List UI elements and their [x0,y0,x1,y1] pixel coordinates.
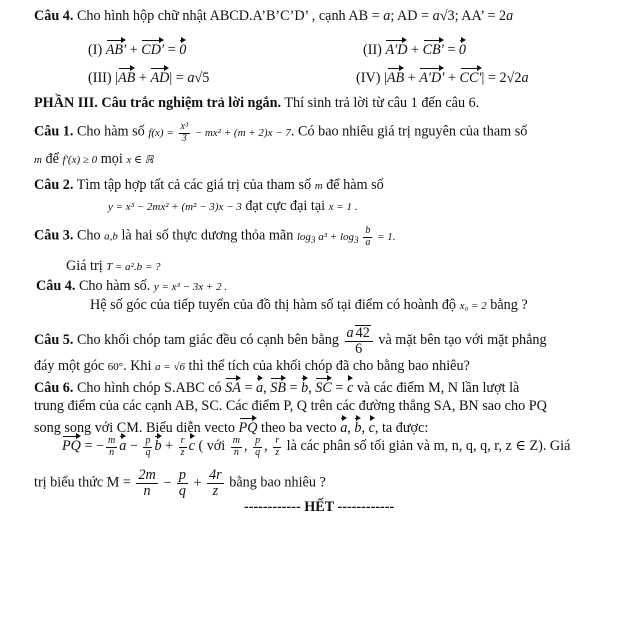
q2-condition: đạt cực đại tại [245,198,326,214]
q4-func-end: bằng ? [490,297,528,313]
q1-condition: f′(x) ≥ 0 [62,154,98,166]
q1-label: Câu 1. [34,123,74,140]
q4-func-line2 [90,297,528,315]
q5-line1 [34,325,547,357]
q3-equation: $\log_3 a^3 + \log_3$ $\frac{b}{a}$ = 1. [296,225,396,248]
q5-tail: và mặt bên tạo với mặt phẳng [378,332,547,349]
part3-heading [34,95,479,113]
q5-edge: $\frac{a 42}{6}$ [343,332,375,348]
q5-a-value: a = √6 [155,361,185,373]
q6-text-1: Cho hình chóp S.ABC có SA = a, SB = b, SC = c và các điểm M, N lần lượt là [76,380,520,396]
statement-2-num: (II) [363,42,382,58]
q6-condition: ( với $\frac{m}{n}$ , $\frac{p}{q}$ , $\frac{r}{z}$ là các phân số tối giản và m, n, q, q, r, z ∈ Z). Giá [198,435,571,458]
q2-label: Câu 2. [34,177,74,193]
q4-func-line1 [36,278,227,296]
q2-intro: Tìm tập hợp tất cả các giá trị của tham số [76,177,312,193]
q6-M-expression: $\frac{2m}{n}$ − $\frac{p}{q}$ + $\frac{4r}{z}$ [138,467,222,499]
q3-line2 [66,258,161,276]
q4-box-line [34,8,513,26]
q2-x1: x = 1 . [328,201,358,213]
q2-tail: để hàm số [326,177,384,193]
q1-line2 [34,151,154,169]
q2-line2 [108,198,357,216]
q3-T: T = a².b = ? [106,261,161,273]
q2-line1 [34,177,384,195]
end-mark: ------------ HẾT ------------ [244,499,395,515]
q1-function: f(x) = $\frac{\text{x³}}{3}$ − mx² + (m + 2)x − 7 [148,121,291,144]
q6-expression: PQ = − $\frac{m}{n}$ a − $\frac{p}{q}$ b + $\frac{r}{z}$ c [62,435,195,458]
q4-func-label: Câu 4. [36,278,76,294]
q4-func-question: Hệ số góc của tiếp tuyến của đồ thị hàm số tại điểm có hoành độ [90,297,457,313]
q6-line2: trung điểm của các cạnh AB, SC. Các điểm P, Q trên các đường thẳng SA, BN sao cho PQ [34,398,547,414]
q1-line1 [34,122,527,144]
q1-tail: . Có bao nhiêu giá trị nguyên của tham số [290,123,528,140]
part3-title: PHẦN III. Câu trắc nghiệm trả lời ngắn. [34,95,282,111]
statement-4-num: (IV) [356,70,381,86]
q3-ab: a,b [104,230,118,243]
q5-day-goc: đáy một góc [34,358,105,374]
q2-function: y = x³ − 2mx² + (m² − 3)x − 3 [108,201,242,213]
q5-khi: . Khi [123,358,152,374]
q5-intro: Cho khối chóp tam giác đều có cạnh bên bằng [76,332,339,349]
q4-box-label: Câu 4. [34,8,74,24]
q1-m: m [34,154,42,166]
q2-m: m [314,180,323,192]
q3-intro: Cho [76,227,101,244]
q6-line5 [34,468,326,499]
statement-4 [356,68,529,88]
q5-line2 [34,358,470,376]
q6-line3: song song với CM. Biểu diễn vecto PQ theo ba vecto a, b, c, ta được: [34,420,429,436]
q1-domain: x ∈ ℝ [126,154,154,166]
q6-question: bằng bao nhiêu ? [229,474,326,491]
q6-M-label: trị biểu thức M = [34,474,131,491]
q5-angle: 60° [107,361,124,373]
part3-instruction: Thí sinh trả lời từ câu 1 đến câu 6. [284,95,480,111]
q3-tail: là hai số thực dương thỏa mãn [121,227,294,244]
q4-func-x0: x₀ = 2 [459,300,487,312]
q5-question: thì thể tích của khối chóp đã cho bằng bao nhiêu? [188,358,470,374]
q1-intro: Cho hàm số [76,123,145,140]
q6-line1 [34,378,519,398]
q4-func-function: y = x³ − 3x + 2 . [153,281,228,293]
statement-1-num: (I) [88,42,103,58]
statement-4-expr: |AB + A′D′ + CC′| = 2√2a [383,70,529,86]
q3-line1 [34,226,396,248]
q4-box-text: Cho hình hộp chữ nhật ABCD.A’B’C’D’ , cạnh AB = a; AD = a√3; AA’ = 2a [76,8,514,24]
q3-giatri: Giá trị [66,258,103,274]
statement-1 [88,40,186,60]
q3-label: Câu 3. [34,227,74,244]
q6-line4 [62,436,570,458]
statement-1-expr: AB′ + CD′ = 0 [105,42,187,58]
q1-moi: mọi [100,151,123,167]
statement-3-expr: |AB + AD| = a√5 [115,70,210,86]
statement-2-expr: A′D + CB′ = 0 [385,42,467,58]
q4-func-intro: Cho hàm số. [78,278,151,294]
statement-3-num: (III) [88,70,112,86]
statement-2 [363,40,466,60]
q5-label: Câu 5. [34,332,74,349]
q6-label: Câu 6. [34,380,74,396]
q1-de: để [45,151,59,167]
statement-3 [88,68,209,88]
